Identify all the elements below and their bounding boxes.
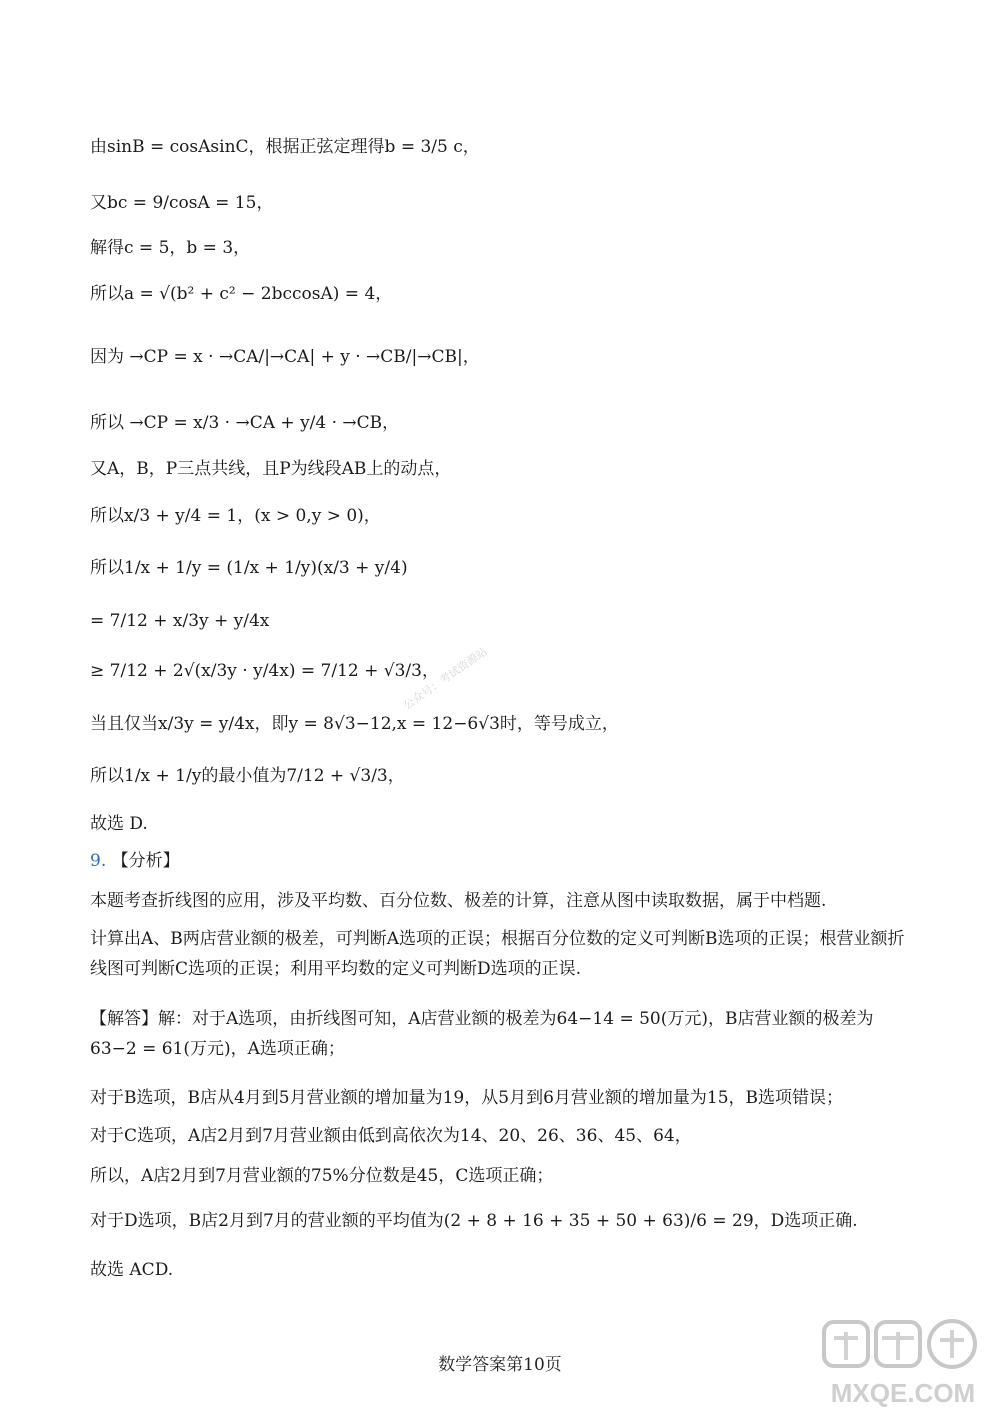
page-footer: 数学答案第10页 <box>438 1355 562 1375</box>
solution-line-1: 由sinB = cosAsinC，根据正弦定理得b = 3/5 c， <box>90 137 480 157</box>
question-9-header <box>90 849 920 873</box>
question-number: 9. <box>90 851 107 871</box>
solution-line-8: 所以x/3 + y/4 = 1，(x > 0,y > 0)， <box>90 506 381 526</box>
analysis-heading: 【分析】 <box>111 851 180 871</box>
solution-line-11: ≥ 7/12 + 2√(x/3y · y/4x) = 7/12 + √3/3， <box>90 661 439 681</box>
logo-text: MXQE.COM <box>830 1378 976 1408</box>
solution-text-1: 【解答】解：对于A选项，由折线图可知，A店营业额的极差为64−14 = 50(万元)，B店营业额的极差为63−2 = 61(万元)，A选项正确； <box>90 1009 874 1059</box>
solution-line-7: 又A，B，P三点共线，且P为线段AB上的动点， <box>90 459 452 479</box>
solution-line-9: 所以1/x + 1/y = (1/x + 1/y)(x/3 + y/4) <box>90 558 408 578</box>
solution-line-12: 当且仅当x/3y = y/4x，即y = 8√3−12,x = 12−6√3时，等号成立， <box>90 714 619 734</box>
solution-line-2: 又bc = 9/cosA = 15， <box>90 193 274 213</box>
solution-line-13: 所以1/x + 1/y的最小值为7/12 + √3/3， <box>90 766 405 786</box>
solution-text-2: 对于B选项，B店从4月到5月营业额的增加量为19，从5月到6月营业额的增加量为15，B选项错误； <box>90 1088 844 1108</box>
solution-line-5: 因为 →CP = x · →CA/|→CA| + y · →CB/|→CB|， <box>90 347 480 367</box>
analysis-text-2: 计算出A、B两店营业额的极差，可判断A选项的正误；根据百分位数的定义可判断B选项的正误；根营业额折线图可判断C选项的正误；利用平均数的定义可判断D选项的正误. <box>90 929 905 979</box>
analysis-text-1: 本题考查折线图的应用，涉及平均数、百分位数、极差的计算，注意从图中读取数据，属于中档题. <box>90 891 827 911</box>
solution-line-3: 解得c = 5，b = 3， <box>90 238 251 258</box>
solution-line-14: 故选 D. <box>90 814 148 834</box>
watermark-text: 公众号：考试资源站 <box>401 645 490 713</box>
solution-text-3: 对于C选项，A店2月到7月营业额由低到高依次为14、20、26、36、45、64， <box>90 1126 692 1146</box>
site-logo <box>818 1318 988 1410</box>
solution-text-5: 对于D选项，B店2月到7月的营业额的平均值为(2 + 8 + 16 + 35 + 50 + 63)/6 = 29，D选项正确. <box>90 1211 858 1231</box>
solution-line-10: = 7/12 + x/3y + y/4x <box>90 611 270 631</box>
solution-line-4: 所以a = √(b² + c² − 2bccosA) = 4， <box>90 284 393 304</box>
solution-line-6: 所以 →CP = x/3 · →CA + y/4 · →CB， <box>90 413 400 433</box>
final-answer: 故选 ACD. <box>90 1260 174 1280</box>
solution-text-4: 所以，A店2月到7月营业额的75%分位数是45，C选项正确； <box>90 1166 554 1186</box>
